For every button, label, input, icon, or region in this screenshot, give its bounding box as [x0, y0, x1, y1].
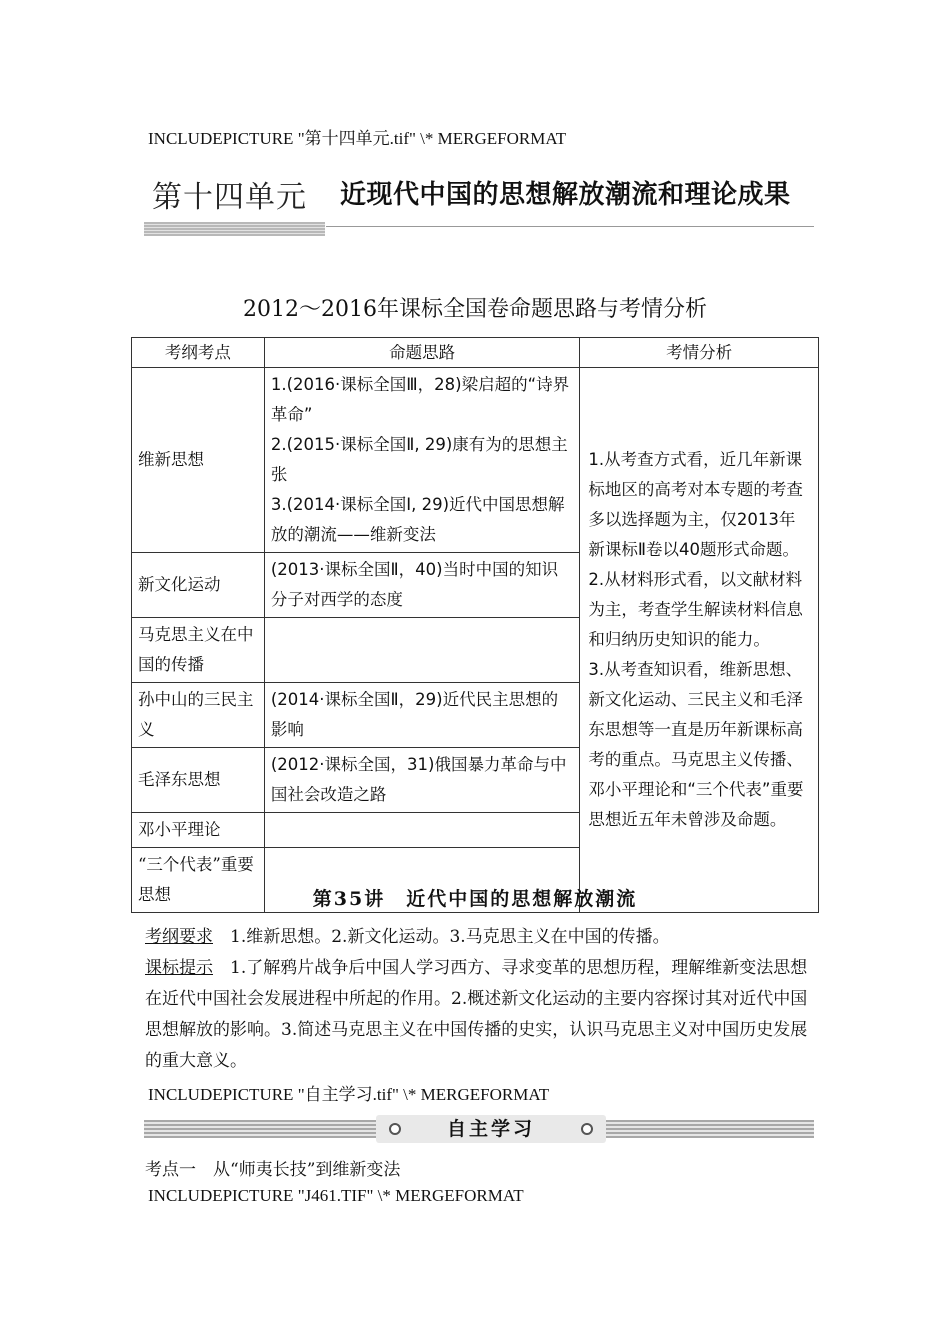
- analysis-text: ，维新思想、新文化运动、三民主义和毛泽东思想等一直是历年新课标高考的重点。马克思主义传播、邓小平理论和“三个代表”重要思想近五年未曾涉及命题。: [588, 660, 804, 829]
- include-picture-field-2: INCLUDEPICTURE "自主学习.tif" \* MERGEFORMAT: [148, 1085, 550, 1104]
- header-cell-ideas: 命题思路: [264, 338, 580, 368]
- hints-label: 课标提示: [145, 958, 213, 978]
- idea-item: 1.(2016·课标全国Ⅲ，28)梁启超的“诗界革命”: [270, 375, 570, 424]
- self-study-banner: 自主学习: [446, 1118, 535, 1140]
- topic-cell: 新文化运动: [132, 553, 265, 618]
- hints-paragraph: [145, 953, 813, 1077]
- exam-analysis-table: [131, 337, 819, 913]
- hints-text: 1.了解鸦片战争后中国人学习西方、寻求变革的思想历程，理解维新变法思想在近代中国社会发展进程中所起的作用。2.概述新文化运动的主要内容探讨其对近代中国思想解放的影响。3.简述马克思主义在中国传播的史实，认识马克思主义对中国历史发展的重大意义。: [145, 958, 808, 1071]
- banner-stripes-right: [606, 1120, 814, 1138]
- include-picture-field-1: INCLUDEPICTURE "第十四单元.tif" \* MERGEFORMAT: [148, 129, 567, 148]
- idea-item: (2014·课标全国Ⅱ，29)近代民主思想的影响: [270, 690, 559, 739]
- idea-item: (2012·课标全国，31)俄国暴力革命与中国社会改造之路: [270, 755, 567, 804]
- ideas-cell: [264, 683, 580, 748]
- unit-number: 第十四单元: [152, 180, 307, 215]
- idea-item: 3.(2014·课标全国Ⅰ, 29)近代中国思想解放的潮流——维新变法: [270, 495, 565, 544]
- topic-cell: 毛泽东思想: [132, 748, 265, 813]
- topic-cell: “三个代表”重要思想: [132, 848, 265, 913]
- analysis-item: [588, 655, 810, 835]
- analysis-title: 2012～2016年课标全国卷命题思路与考情分析: [243, 297, 707, 322]
- ideas-cell: [264, 748, 580, 813]
- requirements-text: 1.维新思想。2.新文化运动。3.马克思主义在中国的传播。: [213, 927, 670, 947]
- header-cell-analysis: 考情分析: [580, 338, 819, 368]
- header-cell-topic: 考纲考点: [132, 338, 265, 368]
- ideas-cell: [264, 618, 580, 683]
- requirements-paragraph: [145, 922, 813, 953]
- analysis-key: 从考查知识看: [604, 660, 704, 679]
- idea-item: 2.(2015·课标全国Ⅱ, 29)康有为的思想主张: [270, 435, 568, 484]
- topic-cell: 邓小平理论: [132, 813, 265, 848]
- analysis-text: ，近几年新课标地区的高考对本专题的考查多以选择题为主，仅2013年新课标Ⅱ卷以40题形式命题。: [588, 450, 803, 559]
- topic-cell: 马克思主义在中国的传播: [132, 618, 265, 683]
- ideas-cell: [264, 813, 580, 848]
- requirements-label: 考纲要求: [145, 927, 213, 947]
- unit-header-rule: [326, 226, 814, 227]
- analysis-num: 2.: [588, 570, 605, 589]
- banner-stripes-left: [144, 1120, 376, 1138]
- analysis-item: [588, 445, 810, 565]
- include-picture-field-3: INCLUDEPICTURE "J461.TIF" \* MERGEFORMAT: [148, 1186, 524, 1205]
- topic-cell: 孙中山的三民主义: [132, 683, 265, 748]
- ideas-cell: [264, 368, 580, 553]
- analysis-num: 3.: [588, 660, 605, 679]
- idea-item: (2013·课标全国Ⅱ，40)当时中国的知识分子对西学的态度: [270, 560, 559, 609]
- analysis-key: 从考查方式看: [604, 450, 704, 469]
- ideas-cell: [264, 553, 580, 618]
- section-title: 考点一 从“师夷长技”到维新变法: [145, 1160, 401, 1180]
- analysis-item: [588, 565, 810, 655]
- table-header-row: [132, 338, 819, 368]
- topic-cell: 维新思想: [132, 368, 265, 553]
- analysis-text: ，以文献材料为主，考查学生解读材料信息和归纳历史知识的能力。: [588, 570, 803, 649]
- analysis-cell: [580, 368, 819, 913]
- lecture-title: 第35讲 近代中国的思想解放潮流: [312, 888, 638, 910]
- unit-title: 近现代中国的思想解放潮流和理论成果: [340, 180, 791, 210]
- analysis-num: 1.: [588, 450, 605, 469]
- unit-header-bar: [144, 222, 325, 236]
- analysis-key: 从材料形式看: [604, 570, 704, 589]
- table-row: [132, 368, 819, 553]
